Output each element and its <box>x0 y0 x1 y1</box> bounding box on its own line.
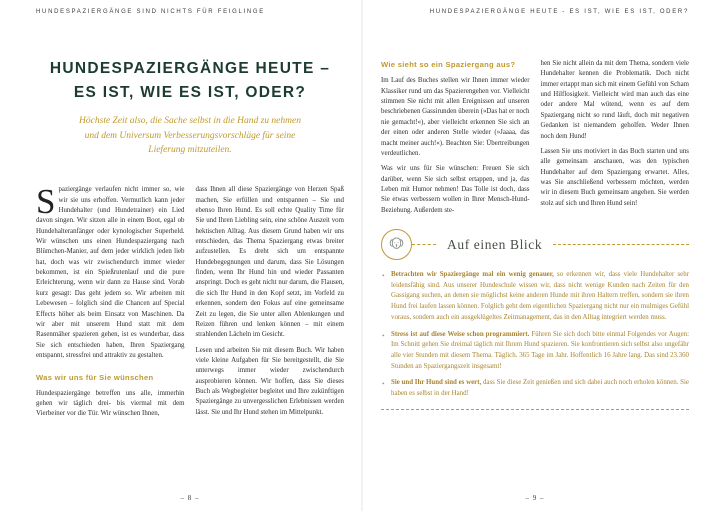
body-paragraph: Lassen Sie uns motiviert in das Buch starten und uns alle gemeinsam anschauen, was den typischen Hundehalter auf dem Spaziergang erwartet. Alles, was Sie anschließend verbessern möchten, werden wir in diesem Buch gemeinsam angehen. Sie werden stolz auf sich und Ihren Hund sein! <box>540 147 689 207</box>
chapter-title-line2: ES IST, WIE ES IST, ODER? <box>73 84 307 102</box>
body-paragraph: Hundespaziergänge betreffen uns alle, immerhin gehen wir täglich drei- bis viermal mit dem Vierbeiner vor die Tür. Wir wünschen Ihnen, <box>36 389 185 418</box>
bullet-lead: Sie und Ihr Hund sind es wert, <box>391 379 482 387</box>
page-number-left: – 8 – <box>180 494 200 502</box>
bullet-text: Führen Sie sich doch bitte einmal Folgendes vor Augen: Im Schnitt gehen Sie dreimal täglich mit Ihrem Hund spazieren. Sie konfrontieren sich selbst also ungefähr alle vier Stunden mit diesem Thema. Täglich. 365 Tage im Jahr. Hoffentlich 16 Jahre lang. Das sind 23.360 Stunden an Spaziergangszeit insgesamt! <box>391 330 689 370</box>
body-paragraph: dass Ihnen all diese Spaziergänge von Herzen Spaß machen, Sie erfüllen und entspannen – Sie und ebenso Ihren Hund. Es soll echte Quality Time für Sie und Ihren Liebling sein, eine schöne Auszeit vom hektischen Alltag. Aus diesem Grund haben wir uns entschieden, das Thema Spaziergang etwas breiter aufzustellen. Es dreht sich um entspannte Hundebegegnungen und darum, dass Sie Lösungen finden, wenn Ihr Hund hin und wieder Passanten anspringt. Doch es geht nicht nur darum, die Flausen, die sich Ihr Hund in den Kopf setzt, im Vorfeld zu erkennen, sondern den Fokus auf eine gemeinsame Zeit zu legen, die Sie unter allen Ablenkungen und Reizen führen und lenken können – mit einem strahlenden Lächeln im Gesicht. <box>195 186 344 339</box>
bullet-lead: Betrachten wir Spaziergänge mal ein wenig genauer, <box>391 271 554 279</box>
callout-bullet <box>381 270 689 324</box>
right-column-2 <box>541 59 690 216</box>
running-header-right: HUNDESPAZIERGÄNGE HEUTE - ES IST, WIE ES IST, ODER? <box>429 9 689 15</box>
body-paragraph: Im Lauf des Buches stellen wir Ihnen immer wieder Klassiker rund um das Spazierengehen vor. Vielleicht stimmen Sie nicht mit allen Ereignissen auf unseren beschriebenen Gassirunden überein (»Das hat er noch nie gemacht!«), aber vielleicht erkennen Sie sich an der einen oder anderen Stelle wieder (»Jaaaa, das macht meiner auch!«). Beachten Sie: Übertreibungen verdeutlichen. <box>381 77 530 157</box>
body-paragraph: hen Sie nicht allein da mit dem Thema, sondern viele Hundehalter kennen die Problematik. Doch nicht immer ertappt man sich mit einem Gefühl von Scham und Hilflosigkeit. Vielleicht wird man auch das eine oder andere Mal wütend, wenn es auf dem Spaziergang nicht so rund läuft, doch mit negativen Gedanken ist niemandem geholfen. Weder Ihnen noch dem Hund! <box>540 60 689 140</box>
callout-title: Auf einen Blick <box>447 236 543 252</box>
left-page-columns <box>36 182 344 420</box>
dashed-rule <box>412 244 436 245</box>
body-paragraph: Lesen und arbeiten Sie mit diesem Buch. Wir haben viele kleine Aufgaben für Sie bereitgestellt, die Sie unterwegs immer wieder zwischendurch ausprobieren können. Wir hoffen, dass Sie dieses Buch als Wegbegleiter begleitet und Ihre zukünftigen Spaziergänge zu unvergesslichen Erlebnissen werden lässt. Sie und Ihr Hund stehen im Mittelpunkt. <box>195 346 344 416</box>
callout-bullet <box>381 378 689 399</box>
drop-cap: S <box>36 182 56 222</box>
dashed-rule <box>553 244 689 245</box>
chapter-title-line1: HUNDESPAZIERGÄNGE HEUTE – <box>49 60 331 77</box>
callout-bullet <box>381 330 689 373</box>
section-heading-walk: Wie sieht so ein Spaziergang aus? <box>381 60 516 69</box>
bullet-lead: Stress ist auf diese Weise schon programmiert. <box>391 330 530 338</box>
page-number-right: – 9 – <box>525 494 545 502</box>
bullet-text: so erkennen wir, dass viele Hundehalter sehr leidensfähig sind. Aus unserer Hundeschule wissen wir, dass nicht wenige Kunden nach Zeiten für den Gassigang suchen, an denen sie möglichst keine anderen Hunde mit ihren Haltern treffen, sondern sie ihren Hund frei laufen lassen können. Folglich geht dem eigentlichen Spaziergang nicht nur ein mulmiges Gefühl voraus, sondern auch ein ausgeklügeltes Zeitmanagement, das in den Alltag integriert werden muss. <box>391 271 689 321</box>
right-column-1 <box>381 59 530 216</box>
dog-icon <box>381 229 412 260</box>
running-header-left: HUNDESPAZIERGÄNGE SIND NICHTS FÜR FEIGLINGE <box>36 9 266 15</box>
bullet-text: dass Sie diese Zeit genießen und sich dabei auch noch erholen können. Sie haben es selbst in der Hand! <box>391 379 689 398</box>
left-column-1 <box>36 182 185 420</box>
right-page-columns <box>381 59 689 216</box>
chapter-title <box>36 57 344 105</box>
body-paragraph: Was wir uns für Sie wünschen: Freuen Sie sich darüber, wenn Sie sich selbst ertappen, und ja, das Leben mit Humor nehmen! Das Tolle ist doch, dass Sie etwas verbessern wollen in Ihrer Mensch-Hund-Beziehung. Außerdem ste- <box>381 165 530 214</box>
callout-header <box>381 229 689 260</box>
left-column-2 <box>196 185 345 420</box>
intro-text: paziergänge verlaufen nicht immer so, wie wir sie uns erhoffen. Vermutlich kann jeder Hundehalter (und Hundetrainer) ein Lied davon singen. Wir sitzen alle in einem Boot, egal ob Hundehalteranfänger oder kynologischer Superheld. Wir wünschen uns einen Hundespaziergang nach Blümchen-Manier, auf dem jeder wirklich jeden lieb hat, doch was wir zwischendurch immer wieder bekommen, ist ein Spießrutenlauf und die pure Erleichterung, wenn wir dann zu Hause sind. Vorab kurz gesagt: Das geht jedem so. Wir arbeiten mit Lebewesen – folglich sind die Chancen auf Special Effects höher als beim Einsatz von Maschinen. Da wir aber mit unserem Hund statt mit dem Rasenmäher spazieren gehen, ist es wunderbar, dass Sie sich entschieden haben, Ihren Spaziergang entspannt, stressfrei und attraktiv zu gestalten. <box>36 186 185 359</box>
right-page <box>362 0 724 511</box>
chapter-subtitle: Höchste Zeit also, die Sache selbst in die Hand zu nehmen und dem Universum Verbesserungsvorschläge für seine Lieferung mitzuteilen. <box>79 116 301 156</box>
callout-bullet-list <box>381 270 689 400</box>
callout-box <box>381 229 689 410</box>
body-paragraph <box>36 182 185 361</box>
section-heading-wish: Was wir uns für Sie wünschen <box>36 373 154 383</box>
